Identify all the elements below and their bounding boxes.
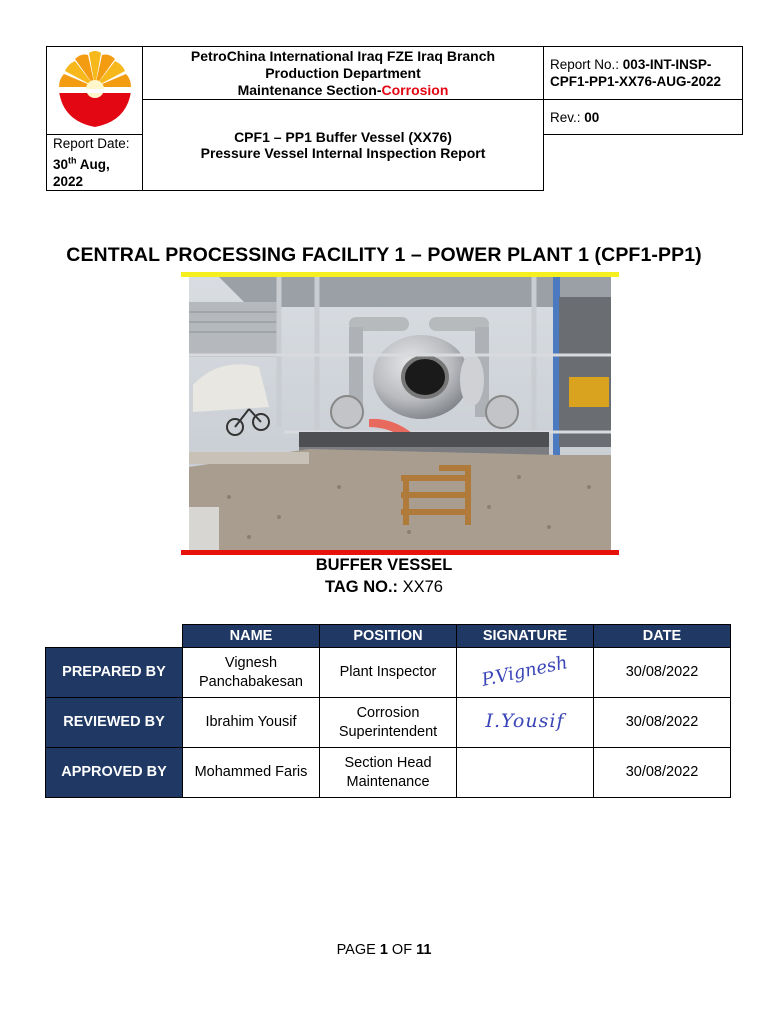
handwritten-signature: P.Vignesh: [480, 652, 570, 691]
prepared-signature: [457, 648, 594, 698]
report-title: CPF1 – PP1 Buffer Vessel (XX76): [234, 128, 452, 145]
tag-number: TAG NO.: XX76: [325, 578, 443, 596]
prepared-name: Vignesh Panchabakesan: [183, 648, 320, 698]
photo-underline: [181, 550, 619, 555]
report-no-value-cont: CPF1-PP1-XX76-AUG-2022: [550, 74, 722, 89]
report-date-value: 30th Aug, 2022: [53, 155, 110, 189]
buffer-vessel-photo: [189, 277, 611, 550]
column-header-signature: SIGNATURE: [457, 625, 594, 648]
reviewed-position: Corrosion Superintendent: [320, 698, 457, 748]
petrochina-logo: [47, 47, 143, 135]
column-header-position: POSITION: [320, 625, 457, 648]
report-header: [46, 46, 743, 191]
signoff-table: [45, 624, 731, 798]
handwritten-signature: I.Yousif: [485, 710, 565, 732]
petrochina-logo-icon: [53, 47, 137, 129]
approved-date: 30/08/2022: [594, 748, 731, 798]
row-label-prepared: PREPARED BY: [46, 648, 183, 698]
signoff-header-row: [46, 625, 731, 648]
report-date-cell: [47, 135, 143, 191]
section-name: Maintenance Section-Corrosion: [237, 81, 449, 98]
prepared-date: 30/08/2022: [594, 648, 731, 698]
approved-signature: [457, 748, 594, 798]
report-subtitle: Pressure Vessel Internal Inspection Report: [200, 144, 486, 161]
report-title-block: [143, 100, 544, 191]
rev-value: 00: [584, 109, 600, 125]
prepared-position: Plant Inspector: [320, 648, 457, 698]
table-row: [46, 648, 731, 698]
company-name: PetroChina International Iraq FZE Iraq Branch: [190, 47, 496, 64]
row-label-approved: APPROVED BY: [46, 748, 183, 798]
report-number-cell: [544, 47, 743, 100]
department-name: Production Department: [265, 64, 421, 81]
approved-position: Section Head Maintenance: [320, 748, 457, 798]
reviewed-date: 30/08/2022: [594, 698, 731, 748]
company-block: [143, 47, 544, 100]
column-header-date: DATE: [594, 625, 731, 648]
row-label-reviewed: REVIEWED BY: [46, 698, 183, 748]
approved-name: Mohammed Faris: [183, 748, 320, 798]
reviewed-name: Ibrahim Yousif: [183, 698, 320, 748]
report-no-value: 003-INT-INSP-: [622, 57, 712, 72]
report-no-label: Report No.:: [550, 57, 620, 72]
rev-label: Rev.:: [550, 109, 581, 125]
page-number: PAGE 1 OF 11: [336, 942, 432, 958]
revision-cell: [544, 100, 743, 135]
facility-title: CENTRAL PROCESSING FACILITY 1 – POWER PLANT 1 (CPF1-PP1): [66, 244, 702, 266]
column-header-name: NAME: [183, 625, 320, 648]
report-date-label: Report Date:: [53, 136, 130, 151]
table-row: [46, 698, 731, 748]
reviewed-signature: [457, 698, 594, 748]
blank-corner: [46, 625, 183, 648]
equipment-caption: BUFFER VESSEL: [315, 556, 453, 574]
table-row: [46, 748, 731, 798]
